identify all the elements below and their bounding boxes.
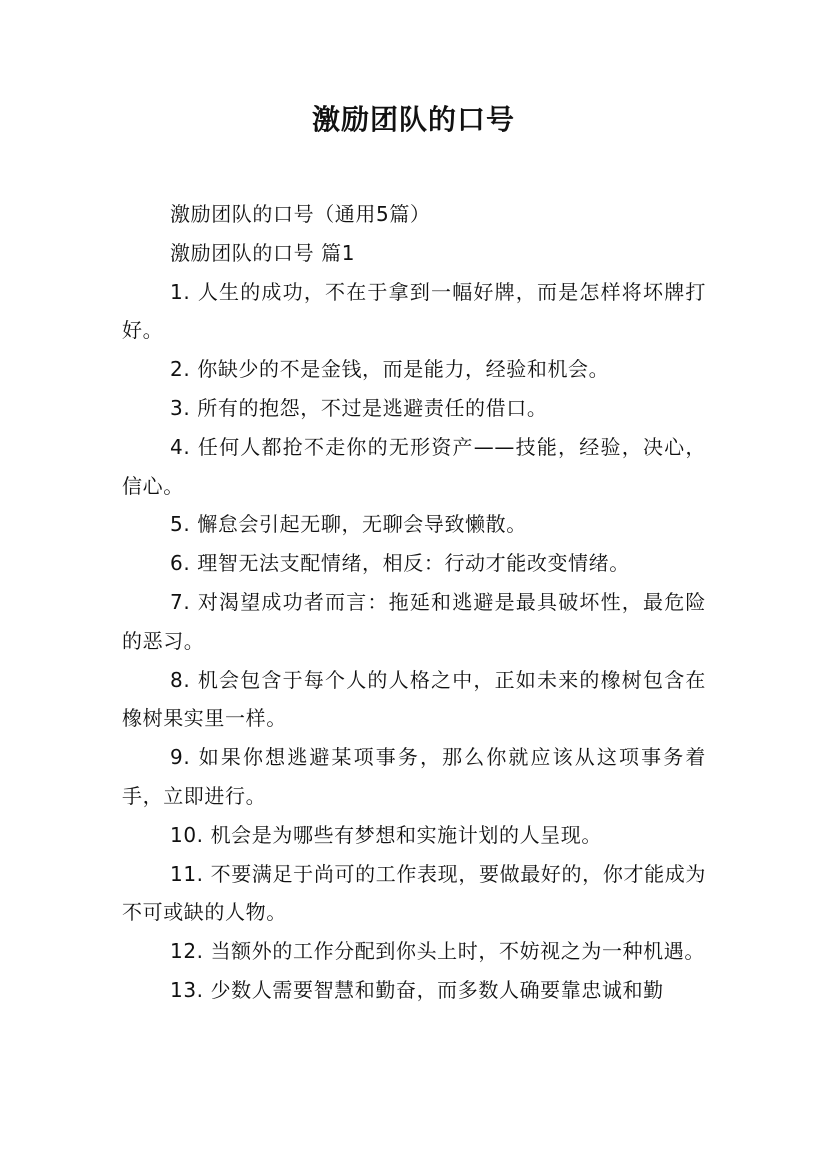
paragraph-slogan-5: 5. 懈怠会引起无聊，无聊会导致懒散。	[170, 512, 527, 537]
document-title: 激励团队的口号	[311, 103, 515, 136]
paragraph-section-heading: 激励团队的口号 篇1	[170, 240, 356, 265]
paragraph-slogan-6: 6. 理智无法支配情绪，相反：行动才能改变情绪。	[170, 551, 630, 576]
paragraph-slogan-4: 4. 任何人都抢不走你的无形资产——技能，经验，决心，信心。	[122, 434, 706, 498]
paragraph-slogan-10: 10. 机会是为哪些有梦想和实施计划的人呈现。	[170, 822, 602, 847]
paragraph-slogan-12: 12. 当额外的工作分配到你头上时，不妨视之为一种机遇。	[170, 939, 705, 964]
paragraph-slogan-8: 8. 机会包含于每个人的人格之中，正如未来的橡树包含在橡树果实里一样。	[122, 667, 706, 731]
paragraph-intro: 激励团队的口号（通用5篇）	[170, 202, 431, 226]
paragraph-slogan-1: 1. 人生的成功，不在于拿到一幅好牌，而是怎样将坏牌打好。	[122, 279, 706, 343]
paragraph-slogan-11: 11. 不要满足于尚可的工作表现，要做最好的，你才能成为不可或缺的人物。	[122, 861, 706, 925]
paragraph-slogan-7: 7. 对渴望成功者而言：拖延和逃避是最具破坏性，最危险的恶习。	[122, 589, 706, 653]
document-body	[122, 195, 706, 1010]
paragraph-slogan-13: 13. 少数人需要智慧和勤奋，而多数人确要靠忠诚和勤	[170, 977, 664, 1002]
paragraph-slogan-3: 3. 所有的抱怨，不过是逃避责任的借口。	[170, 395, 548, 420]
paragraph-slogan-9: 9. 如果你想逃避某项事务，那么你就应该从这项事务着手，立即进行。	[122, 745, 706, 808]
paragraph-slogan-2: 2. 你缺少的不是金钱，而是能力，经验和机会。	[170, 357, 610, 382]
